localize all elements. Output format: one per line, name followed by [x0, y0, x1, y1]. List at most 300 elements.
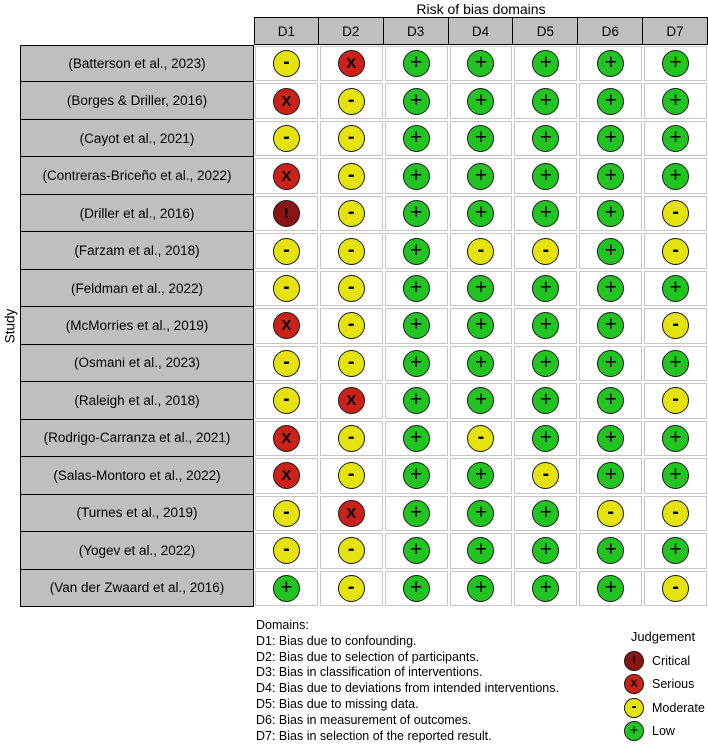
judgement-symbol-plus-icon: + [539, 575, 552, 599]
cell-d4-row11 [450, 421, 513, 456]
cell-d6-row14 [579, 533, 642, 568]
cell-d4-row3 [450, 121, 513, 156]
cell-d1-row4 [255, 158, 318, 193]
cell-d5-row8 [514, 308, 577, 343]
judgement-symbol-minus-icon: - [283, 276, 290, 299]
judgement-circle-moderate [338, 275, 365, 302]
study-label: (Salas-Montoro et al., 2022) [20, 457, 254, 494]
judgement-symbol-minus-icon: - [672, 388, 679, 411]
cell-d7-row8 [644, 308, 707, 343]
judgement-circle-moderate [338, 163, 365, 190]
cell-d4-row9 [450, 346, 513, 381]
domain-header-d3: D3 [384, 17, 449, 45]
study-label: (McMorries et al., 2019) [20, 307, 254, 344]
judgement-circle-low [467, 350, 494, 377]
cell-d3-row3 [385, 121, 448, 156]
domain-description-line: D5: Bias due to missing data. [256, 696, 419, 711]
judgement-symbol-plus-icon: + [604, 313, 617, 337]
judgement-symbol-minus-icon: - [347, 538, 355, 561]
judgement-circle-low [532, 200, 559, 227]
domain-header-d2: D2 [319, 17, 384, 45]
cell-d6-row13 [579, 496, 642, 531]
judgement-symbol-minus-icon: - [347, 350, 355, 373]
judgement-circle-low [597, 125, 624, 152]
cell-d1-row8 [255, 308, 318, 343]
cell-d2-row15 [320, 571, 383, 606]
cell-d7-row6 [644, 233, 707, 268]
judgement-circle-low [403, 238, 430, 265]
judgement-circle-low [467, 125, 494, 152]
judgement-symbol-plus-icon: + [669, 126, 682, 150]
judgement-symbol-plus-icon: + [604, 238, 617, 262]
study-label: (Yogev et al., 2022) [20, 532, 254, 569]
cell-d5-row5 [514, 196, 577, 231]
judgement-symbol-minus-icon: - [631, 698, 637, 716]
domain-header-d5: D5 [513, 17, 578, 45]
cell-d6-row1 [579, 46, 642, 81]
judgement-symbol-plus-icon: + [474, 51, 488, 75]
domain-header-d6: D6 [578, 17, 643, 45]
judgement-symbol-excl-icon: ! [283, 205, 289, 223]
judgement-circle-low [597, 275, 624, 302]
cell-d6-row12 [579, 458, 642, 493]
judgement-symbol-plus-icon: + [539, 88, 552, 112]
judgement-symbol-plus-icon: + [539, 163, 552, 187]
judgement-symbol-plus-icon: + [539, 500, 552, 524]
judgement-circle-moderate [624, 698, 644, 718]
judgement-circle-low [467, 462, 494, 489]
judgement-symbol-minus-icon: - [347, 313, 355, 336]
cell-d4-row8 [450, 308, 513, 343]
judgement-symbol-plus-icon: + [280, 575, 293, 599]
cell-d2-row6 [320, 233, 383, 268]
judgement-circle-moderate [338, 88, 365, 115]
judgement-symbol-x-icon: X [346, 504, 357, 522]
judgement-symbol-x-icon: X [281, 429, 292, 447]
judgement-symbol-plus-icon: + [604, 51, 617, 75]
judgement-symbol-minus-icon: - [347, 238, 355, 261]
judgement-circle-moderate [338, 312, 365, 339]
judgement-circle-low [532, 537, 559, 564]
judgement-symbol-plus-icon: + [409, 350, 423, 374]
judgement-symbol-plus-icon: + [604, 463, 617, 487]
judgement-circle-low [597, 163, 624, 190]
judgement-symbol-minus-icon: - [477, 425, 485, 448]
cell-d6-row15 [579, 571, 642, 606]
judgement-symbol-minus-icon: - [347, 201, 355, 224]
cell-d2-row7 [320, 271, 383, 306]
cell-d7-row2 [644, 83, 707, 118]
judgement-symbol-minus-icon: - [347, 425, 355, 448]
judgement-symbol-minus-icon: - [283, 500, 290, 523]
judgement-circle-moderate [273, 500, 300, 527]
cell-d1-row6 [255, 233, 318, 268]
cell-d5-row13 [514, 496, 577, 531]
judgement-legend-label: Critical [652, 653, 691, 668]
cell-d7-row15 [644, 571, 707, 606]
judgement-symbol-minus-icon: - [672, 201, 679, 224]
judgement-legend-entry-moderate [618, 696, 708, 720]
domain-description-line: D1: Bias due to confounding. [256, 633, 417, 648]
judgement-circle-low [532, 125, 559, 152]
judgement-symbol-plus-icon: + [409, 538, 423, 562]
judgement-symbol-plus-icon: + [409, 575, 423, 599]
cell-d1-row10 [255, 383, 318, 418]
cell-d2-row1 [320, 46, 383, 81]
domain-header-d7: D7 [643, 17, 708, 45]
judgement-circle-moderate [273, 125, 300, 152]
judgement-symbol-plus-icon: + [539, 276, 552, 300]
judgement-symbol-minus-icon: - [347, 163, 355, 186]
judgement-circle-low [662, 425, 689, 452]
cell-d1-row1 [255, 46, 318, 81]
judgement-circle-low [597, 88, 624, 115]
judgement-circle-moderate [597, 500, 624, 527]
judgement-circle-low [403, 275, 430, 302]
cell-d5-row12 [514, 458, 577, 493]
cell-d4-row1 [450, 46, 513, 81]
judgement-symbol-plus-icon: + [669, 538, 682, 562]
domain-description-line: D4: Bias due to deviations from intended interventions. [256, 681, 559, 696]
judgement-symbol-plus-icon: + [474, 350, 488, 374]
study-label: (Rodrigo-Carranza et al., 2021) [20, 420, 254, 457]
judgement-symbol-minus-icon: - [347, 126, 355, 149]
judgement-circle-moderate [338, 350, 365, 377]
judgement-circle-low [662, 125, 689, 152]
cell-d1-row2 [255, 83, 318, 118]
cell-d3-row11 [385, 421, 448, 456]
cell-d1-row14 [255, 533, 318, 568]
judgement-circle-low [532, 425, 559, 452]
judgement-symbol-plus-icon: + [669, 463, 682, 487]
cell-d1-row7 [255, 271, 318, 306]
judgement-symbol-minus-icon: - [607, 500, 615, 523]
cell-d7-row10 [644, 383, 707, 418]
cell-d4-row13 [450, 496, 513, 531]
judgement-circle-low [467, 200, 494, 227]
cell-d3-row7 [385, 271, 448, 306]
cell-d3-row14 [385, 533, 448, 568]
judgement-circle-low [597, 462, 624, 489]
judgement-circle-moderate [532, 238, 559, 265]
judgement-circle-low [403, 312, 430, 339]
judgement-symbol-plus-icon: + [474, 575, 488, 599]
cell-d2-row11 [320, 421, 383, 456]
cell-d6-row10 [579, 383, 642, 418]
judgement-circle-moderate [273, 50, 300, 77]
cell-d4-row4 [450, 158, 513, 193]
cell-d2-row8 [320, 308, 383, 343]
judgement-circle-moderate [273, 275, 300, 302]
judgement-symbol-plus-icon: + [539, 313, 552, 337]
judgement-symbol-minus-icon: - [283, 238, 290, 261]
judgement-symbol-plus-icon: + [409, 388, 423, 412]
judgement-symbol-plus-icon: + [539, 425, 552, 449]
judgement-circle-low [532, 350, 559, 377]
cell-d2-row10 [320, 383, 383, 418]
judgement-symbol-minus-icon: - [542, 238, 550, 261]
cell-d6-row5 [579, 196, 642, 231]
judgement-legend-label: Low [652, 724, 675, 739]
judgement-circle-low [532, 88, 559, 115]
judgement-symbol-x-icon: X [346, 55, 357, 73]
judgement-circle-low [403, 387, 430, 414]
judgement-circle-serious [273, 163, 300, 190]
cell-d3-row12 [385, 458, 448, 493]
judgement-circle-low [403, 537, 430, 564]
judgement-circle-moderate [338, 537, 365, 564]
cell-d5-row9 [514, 346, 577, 381]
judgement-circle-low [467, 387, 494, 414]
judgement-circle-moderate [532, 462, 559, 489]
judgement-circle-low [597, 387, 624, 414]
judgement-symbol-minus-icon: - [672, 313, 679, 336]
judgement-circle-low [532, 387, 559, 414]
judgement-legend-entry-serious [618, 673, 708, 697]
cell-d5-row6 [514, 233, 577, 268]
judgement-circle-low [532, 163, 559, 190]
judgement-symbol-plus-icon: + [474, 388, 488, 412]
judgement-symbol-plus-icon: + [409, 463, 423, 487]
judgement-circle-low [532, 312, 559, 339]
domain-description-line: D7: Bias in selection of the reported result. [256, 728, 492, 743]
cell-d1-row12 [255, 458, 318, 493]
judgement-circle-low [403, 200, 430, 227]
study-label: (Turnes et al., 2019) [20, 495, 254, 532]
judgement-circle-low [532, 50, 559, 77]
judgement-circle-moderate [338, 125, 365, 152]
judgement-circle-moderate [273, 238, 300, 265]
domain-header-d1: D1 [254, 17, 319, 45]
domain-description-line: D2: Bias due to selection of participants. [256, 649, 480, 664]
judgement-circle-critical [624, 651, 644, 671]
judgement-legend-label: Moderate [652, 700, 705, 715]
cell-d7-row5 [644, 196, 707, 231]
cell-d7-row1 [644, 46, 707, 81]
judgement-circle-low [597, 200, 624, 227]
cell-d5-row15 [514, 571, 577, 606]
judgement-circle-low [662, 275, 689, 302]
judgement-symbol-minus-icon: - [283, 51, 290, 74]
judgement-circle-low [597, 425, 624, 452]
judgement-symbol-plus-icon: + [604, 350, 617, 374]
judgement-symbol-plus-icon: + [539, 538, 552, 562]
judgement-symbol-plus-icon: + [474, 538, 488, 562]
judgement-circle-serious [338, 50, 365, 77]
cell-d2-row14 [320, 533, 383, 568]
judgement-circle-moderate [273, 537, 300, 564]
judgement-circle-low [597, 575, 624, 602]
judgement-symbol-plus-icon: + [409, 276, 423, 300]
cell-d3-row8 [385, 308, 448, 343]
judgement-symbol-plus-icon: + [604, 163, 617, 187]
judgement-circle-serious [273, 462, 300, 489]
cell-d2-row4 [320, 158, 383, 193]
judgement-symbol-plus-icon: + [409, 313, 423, 337]
judgement-symbol-minus-icon: - [347, 463, 355, 486]
judgement-symbol-plus-icon: + [474, 88, 488, 112]
cell-d6-row4 [579, 158, 642, 193]
study-label: (Batterson et al., 2023) [20, 45, 254, 82]
cell-d6-row2 [579, 83, 642, 118]
judgement-circle-low [403, 88, 430, 115]
judgement-circle-low [467, 575, 494, 602]
judgement-symbol-minus-icon: - [283, 388, 290, 411]
judgement-circle-low [532, 575, 559, 602]
judgement-circle-low [662, 88, 689, 115]
judgement-legend-entry-critical [618, 649, 708, 673]
cell-d7-row12 [644, 458, 707, 493]
judgement-symbol-minus-icon: - [477, 238, 485, 261]
judgement-symbol-minus-icon: - [347, 88, 355, 111]
judgement-circle-low [662, 50, 689, 77]
cell-d1-row9 [255, 346, 318, 381]
judgement-symbol-plus-icon: + [629, 722, 639, 740]
judgement-circle-moderate [338, 575, 365, 602]
judgement-circle-critical [273, 200, 300, 227]
cell-d5-row11 [514, 421, 577, 456]
judgement-symbol-plus-icon: + [409, 425, 423, 449]
cell-d6-row6 [579, 233, 642, 268]
judgement-symbol-plus-icon: + [604, 126, 617, 150]
cell-d4-row15 [450, 571, 513, 606]
judgement-circle-low [597, 537, 624, 564]
study-label: (Contreras-Briceño et al., 2022) [20, 157, 254, 194]
judgement-circle-moderate [662, 575, 689, 602]
judgement-symbol-minus-icon: - [283, 538, 290, 561]
cell-d1-row13 [255, 496, 318, 531]
judgement-symbol-x-icon: X [281, 467, 292, 485]
judgement-circle-serious [624, 674, 644, 694]
judgement-symbol-plus-icon: + [669, 88, 682, 112]
judgement-circle-low [403, 575, 430, 602]
cell-d3-row6 [385, 233, 448, 268]
judgement-symbol-plus-icon: + [604, 538, 617, 562]
judgement-circle-low [597, 50, 624, 77]
cell-d4-row10 [450, 383, 513, 418]
judgement-circle-low [662, 537, 689, 564]
judgement-symbol-plus-icon: + [669, 51, 682, 75]
cell-d2-row2 [320, 83, 383, 118]
judgement-symbol-plus-icon: + [539, 350, 552, 374]
cell-d6-row3 [579, 121, 642, 156]
study-label: (Cayot et al., 2021) [20, 120, 254, 157]
judgement-symbol-plus-icon: + [474, 276, 488, 300]
cell-d6-row11 [579, 421, 642, 456]
judgement-symbol-plus-icon: + [409, 88, 423, 112]
judgement-circle-low [467, 537, 494, 564]
domain-description-line: D3: Bias in classification of interventions. [256, 665, 483, 680]
judgement-symbol-minus-icon: - [672, 500, 679, 523]
judgement-symbol-plus-icon: + [604, 201, 617, 225]
judgement-circle-moderate [662, 238, 689, 265]
cell-d7-row11 [644, 421, 707, 456]
judgement-circle-moderate [338, 462, 365, 489]
cell-d2-row3 [320, 121, 383, 156]
judgement-symbol-minus-icon: - [283, 126, 290, 149]
cell-d3-row9 [385, 346, 448, 381]
judgement-circle-moderate [467, 238, 494, 265]
judgement-symbol-plus-icon: + [604, 575, 617, 599]
study-label: (Raleigh et al., 2018) [20, 382, 254, 419]
study-label: (Borges & Driller, 2016) [20, 82, 254, 119]
study-label: (Driller et al., 2016) [20, 195, 254, 232]
cell-d1-row5 [255, 196, 318, 231]
judgement-symbol-excl-icon: ! [632, 654, 636, 667]
domains-legend [256, 618, 559, 744]
judgement-symbol-plus-icon: + [409, 238, 423, 262]
judgement-symbol-plus-icon: + [669, 350, 682, 374]
cell-d1-row11 [255, 421, 318, 456]
judgement-circle-low [662, 163, 689, 190]
cell-d5-row10 [514, 383, 577, 418]
study-label: (Feldman et al., 2022) [20, 270, 254, 307]
judgement-symbol-x-icon: X [281, 167, 292, 185]
judgement-circle-low [403, 50, 430, 77]
judgement-circle-serious [338, 500, 365, 527]
judgement-symbol-plus-icon: + [539, 51, 552, 75]
judgement-circle-moderate [662, 312, 689, 339]
cell-d6-row8 [579, 308, 642, 343]
cell-d5-row4 [514, 158, 577, 193]
cell-d7-row13 [644, 496, 707, 531]
cell-d2-row12 [320, 458, 383, 493]
judgement-symbol-plus-icon: + [669, 163, 682, 187]
judgement-symbol-plus-icon: + [474, 463, 488, 487]
judgement-circle-serious [273, 88, 300, 115]
judgement-symbol-plus-icon: + [669, 425, 682, 449]
judgement-symbol-x-icon: X [281, 92, 292, 110]
judgement-circle-low [467, 50, 494, 77]
judgement-symbol-plus-icon: + [539, 388, 552, 412]
cell-d3-row1 [385, 46, 448, 81]
judgement-symbol-plus-icon: + [539, 201, 552, 225]
judgement-symbol-x-icon: X [346, 392, 357, 410]
cell-d4-row14 [450, 533, 513, 568]
cell-d2-row9 [320, 346, 383, 381]
cell-d3-row15 [385, 571, 448, 606]
cell-d5-row7 [514, 271, 577, 306]
judgement-circle-low [597, 350, 624, 377]
cell-d4-row7 [450, 271, 513, 306]
cell-d1-row15 [255, 571, 318, 606]
cell-d5-row3 [514, 121, 577, 156]
judgement-circle-moderate [338, 200, 365, 227]
judgement-symbol-minus-icon: - [283, 350, 290, 373]
cell-d4-row12 [450, 458, 513, 493]
judgement-circle-moderate [467, 425, 494, 452]
study-label: (Van der Zwaard et al., 2016) [20, 570, 254, 607]
judgement-symbol-plus-icon: + [604, 88, 617, 112]
cell-d5-row2 [514, 83, 577, 118]
judgement-symbol-plus-icon: + [409, 51, 423, 75]
judgement-symbol-plus-icon: + [409, 126, 423, 150]
judgement-symbol-minus-icon: - [542, 463, 550, 486]
judgement-symbol-minus-icon: - [347, 575, 355, 598]
judgement-legend-title: Judgement [630, 629, 696, 644]
judgement-symbol-x-icon: X [630, 677, 638, 690]
judgement-circle-moderate [662, 500, 689, 527]
judgement-circle-low [532, 275, 559, 302]
judgement-circle-low [403, 350, 430, 377]
judgement-symbol-x-icon: X [281, 317, 292, 335]
cell-d2-row5 [320, 196, 383, 231]
study-label: (Osmani et al., 2023) [20, 345, 254, 382]
cell-d6-row7 [579, 271, 642, 306]
judgement-legend-entry-low [618, 720, 708, 744]
judgement-symbol-plus-icon: + [604, 388, 617, 412]
cell-d7-row4 [644, 158, 707, 193]
